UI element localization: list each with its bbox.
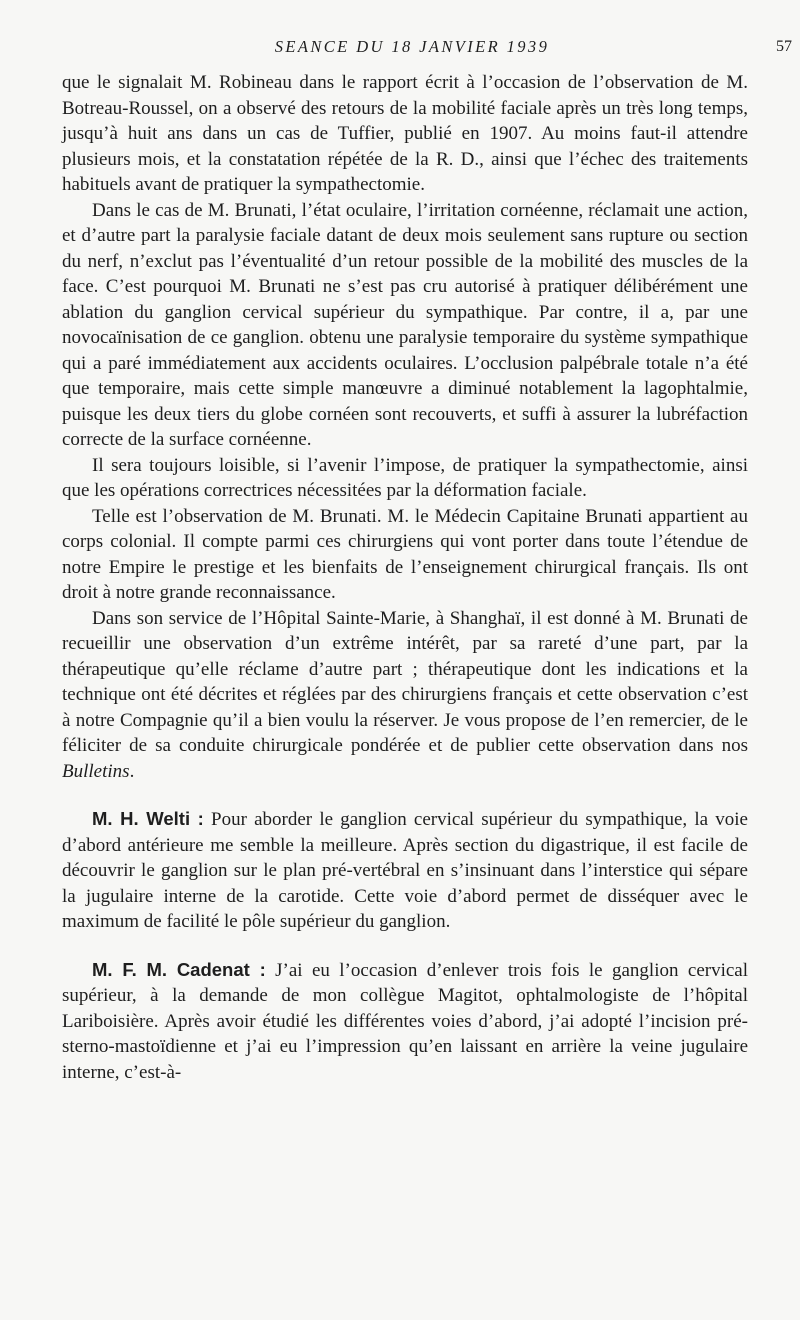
- paragraph-text: Dans son service de l’Hôpital Sainte-Marie, à Shanghaï, il est donné à M. Brunati de recueillir une observation d’un extrême intérêt, par sa rareté d’une part, par la thérapeutique qu’elle réclame d’autre part ; thérapeutique dont les indications et la technique ont été décrites et réglées par des chirurgiens français et cette observation c’est à notre Compagnie qu’il a bien voulu la réserver. Je vous propose de l’en remercier, de le féliciter de sa conduite chirurgicale pondérée et de publier cette observation dans nos: [62, 607, 748, 756]
- paragraph-continuation: que le signalait M. Robineau dans le rapport écrit à l’occasion de l’observation de M. Botreau-Roussel, on a observé des retours de la mobilité faciale après un très long temps, jusqu’à huit ans dans un cas de Tuffier, publié en 1907. Au moins faut-il attendre plusieurs mois, et la constatation répétée de la R. D., ainsi que l’échec des traitements habituels avant de pratiquer la sympathectomie.: [62, 72, 748, 195]
- speaker-name: M. F. M. Cadenat :: [92, 958, 266, 980]
- paragraph: Dans le cas de M. Brunati, l’état oculaire, l’irritation cornéenne, réclamait une action, et d’autre part la paralysie faciale datant de deux mois seulement sans rupture ou section du nerf, n’exclut pas l’éventualité d’un retour possible de la mobilité des muscles de la face. C’est pourquoi M. Brunati ne s’est pas cru autorisé à pratiquer délibérément une ablation du ganglion cervical supérieur du sympathique. Par contre, il a, par une novocaïnisation de ce ganglion. obtenu une paralysie temporaire du système sympathique qui a paré immédiatement aux accidents oculaires. L’occlusion palpébrale totale n’a été que temporaire, mais cette simple manœuvre a diminué notablement la lagophtalmie, puisque les deux tiers du globe cornéen sont recouverts, et suffi à assurer la lubréfaction correcte de la surface cornéenne.: [62, 199, 748, 450]
- running-header: [62, 34, 792, 60]
- paragraph-end: .: [129, 760, 135, 782]
- paragraph: Telle est l’observation de M. Brunati. M. le Médecin Capitaine Brunati appartient au corps colonial. Il compte parmi ces chirurgiens qui vont porter dans toute l’étendue de notre Empire le prestige et les bienfaits de l’enseignement chirurgical français. Ils ont droit à notre grande reconnaissance.: [62, 505, 748, 603]
- paragraph: [62, 606, 748, 785]
- journal-title: Bulletins: [62, 760, 130, 782]
- intervention-welti: [62, 806, 748, 935]
- intervention-text: J’ai eu l’occasion d’enlever trois fois le ganglion cervical supérieur, à la demande de mon collègue Magitot, ophtalmologiste de l’hôpital Lariboisière. Après avoir étudié les différentes voies d’abord, j’ai adopté l’incision pré-sterno-mastoïdienne et j’ai eu l’impression qu’en laissant en arrière la veine jugulaire interne, c’est-à-: [62, 959, 748, 1083]
- paragraph: Il sera toujours loisible, si l’avenir l’impose, de pratiquer la sympathectomie, ainsi que les opérations correctrices nécessitées par la déformation faciale.: [62, 454, 748, 501]
- page-number: 57: [776, 38, 792, 55]
- intervention-text: Pour aborder le ganglion cervical supérieur du sympathique, la voie d’abord antérieure me semble la meilleure. Après section du digastrique, il est facile de découvrir le ganglion sur le plan pré-vertébral en s’insinuant dans l’interstice qui sépare la jugulaire interne de la carotide. Cette voie d’abord permet de disséquer avec le maximum de facilité le pôle supérieur du ganglion.: [62, 809, 748, 932]
- speaker-name: M. H. Welti :: [92, 808, 204, 829]
- body-text: [62, 70, 748, 1085]
- intervention-cadenat: [62, 957, 748, 1086]
- running-title: SEANCE DU 18 JANVIER 1939: [274, 37, 550, 56]
